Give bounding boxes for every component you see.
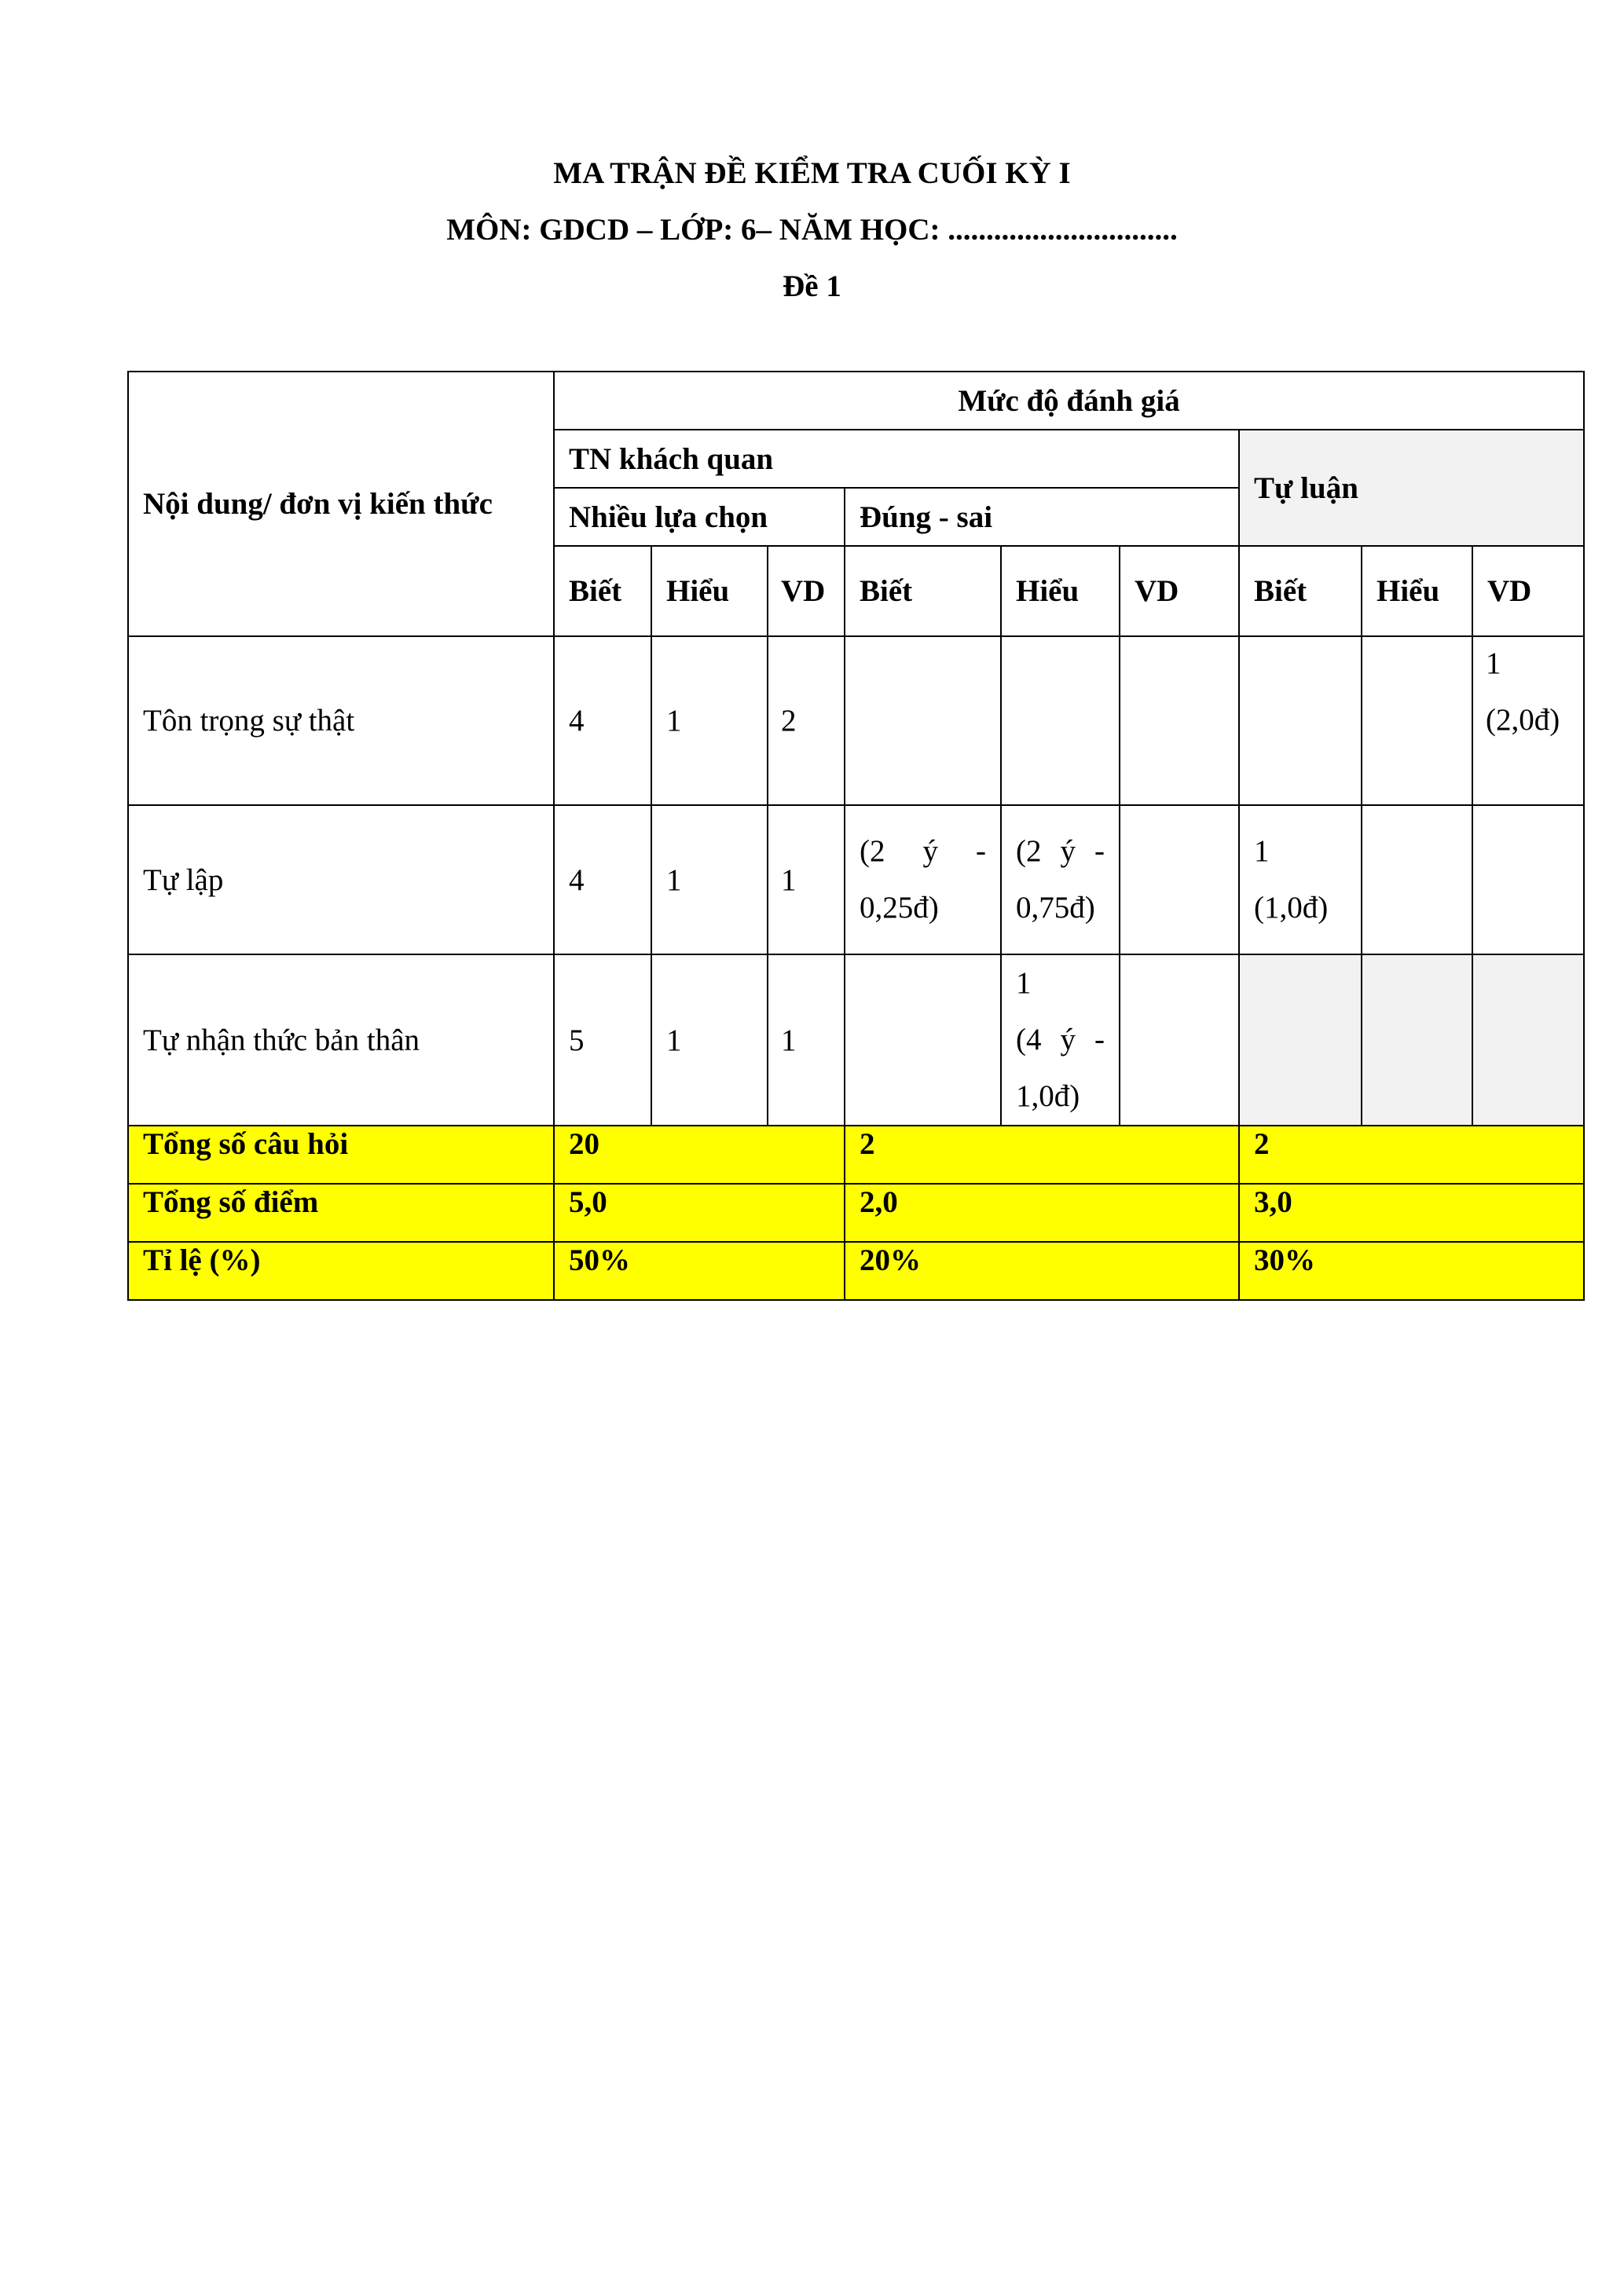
tf-hieu-cell [1001, 636, 1120, 805]
level-hieu: Hiểu [1001, 546, 1120, 636]
essay-biet-cell [1239, 954, 1362, 1126]
tf-biet-line1: (2 ý - [860, 834, 986, 868]
mc-hieu-cell: 1 [651, 954, 768, 1126]
tf-biet-cell [845, 954, 1001, 1126]
mc-biet-cell: 5 [554, 954, 651, 1126]
essay-vd-count: 1 [1486, 646, 1501, 680]
tf-vd-cell [1120, 636, 1239, 805]
total-tf-value: 2 [845, 1126, 1239, 1184]
exam-version: Đề 1 [783, 269, 841, 303]
essay-biet-points: (1,0đ) [1254, 891, 1329, 925]
content-column-header: Nội dung/ đơn vị kiến thức [128, 372, 554, 636]
total-essay-value: 2 [1239, 1126, 1584, 1184]
mc-hieu-cell: 1 [651, 636, 768, 805]
tf-vd-cell [1120, 805, 1239, 954]
total-label: Tỉ lệ (%) [128, 1242, 554, 1300]
assessment-matrix-table [127, 371, 1585, 1301]
essay-vd-cell [1472, 805, 1584, 954]
essay-hieu-cell [1362, 805, 1472, 954]
objective-group-header: TN khách quan [554, 430, 1239, 488]
level-header: Mức độ đánh giá [554, 372, 1584, 430]
tf-biet-cell [845, 636, 1001, 805]
tf-biet-points: 0,25đ) [860, 891, 939, 925]
mc-hieu-cell: 1 [651, 805, 768, 954]
tf-hieu-points: 1,0đ) [1016, 1079, 1080, 1113]
total-tf-value: 2,0 [845, 1184, 1239, 1242]
level-hieu: Hiểu [651, 546, 768, 636]
total-label: Tổng số câu hỏi [128, 1126, 554, 1184]
essay-hieu-cell [1362, 954, 1472, 1126]
mc-vd-cell: 1 [768, 954, 845, 1126]
tf-hieu-line1: (2 ý - [1016, 834, 1105, 868]
level-biet: Biết [845, 546, 1001, 636]
essay-vd-cell [1472, 954, 1584, 1126]
level-vd: VD [1120, 546, 1239, 636]
level-biet: Biết [1239, 546, 1362, 636]
total-essay-value: 3,0 [1239, 1184, 1584, 1242]
essay-hieu-cell [1362, 636, 1472, 805]
total-mc-value: 5,0 [554, 1184, 845, 1242]
mc-vd-cell: 1 [768, 805, 845, 954]
total-mc-value: 50% [554, 1242, 845, 1300]
essay-group-header: Tự luận [1239, 430, 1584, 546]
essay-vd-cell [1472, 636, 1584, 805]
header-row-1 [128, 372, 1584, 430]
total-label: Tổng số điểm [128, 1184, 554, 1242]
total-essay-value: 30% [1239, 1242, 1584, 1300]
tf-biet-cell [845, 805, 1001, 954]
document-title: MA TRẬN ĐỀ KIỂM TRA CUỐI KỲ I [553, 156, 1071, 190]
tf-hieu-count: 1 [1016, 966, 1032, 1000]
table-row [128, 805, 1584, 954]
ratio-row [128, 1242, 1584, 1300]
mc-vd-cell: 2 [768, 636, 845, 805]
topic-cell: Tự nhận thức bản thân [128, 954, 554, 1126]
tf-hieu-cell [1001, 954, 1120, 1126]
total-points-row [128, 1184, 1584, 1242]
mc-biet-cell: 4 [554, 636, 651, 805]
topic-cell: Tự lập [128, 805, 554, 954]
tf-vd-cell [1120, 954, 1239, 1126]
level-vd: VD [768, 546, 845, 636]
total-mc-value: 20 [554, 1126, 845, 1184]
essay-vd-points: (2,0đ) [1486, 703, 1560, 737]
table-row [128, 636, 1584, 805]
topic-cell: Tôn trọng sự thật [128, 636, 554, 805]
total-tf-value: 20% [845, 1242, 1239, 1300]
table-row [128, 954, 1584, 1126]
multiple-choice-header: Nhiều lựa chọn [554, 488, 845, 546]
essay-biet-count: 1 [1254, 834, 1270, 868]
true-false-header: Đúng - sai [845, 488, 1239, 546]
essay-biet-cell [1239, 805, 1362, 954]
level-hieu: Hiểu [1362, 546, 1472, 636]
tf-hieu-line2: (4 ý - [1016, 1023, 1105, 1056]
level-vd: VD [1472, 546, 1584, 636]
level-biet: Biết [554, 546, 651, 636]
total-questions-row [128, 1126, 1584, 1184]
tf-hieu-points: 0,75đ) [1016, 891, 1095, 925]
document-subtitle: MÔN: GDCD – LỚP: 6– NĂM HỌC: .............................. [446, 213, 1178, 247]
tf-hieu-cell [1001, 805, 1120, 954]
mc-biet-cell: 4 [554, 805, 651, 954]
essay-biet-cell [1239, 636, 1362, 805]
